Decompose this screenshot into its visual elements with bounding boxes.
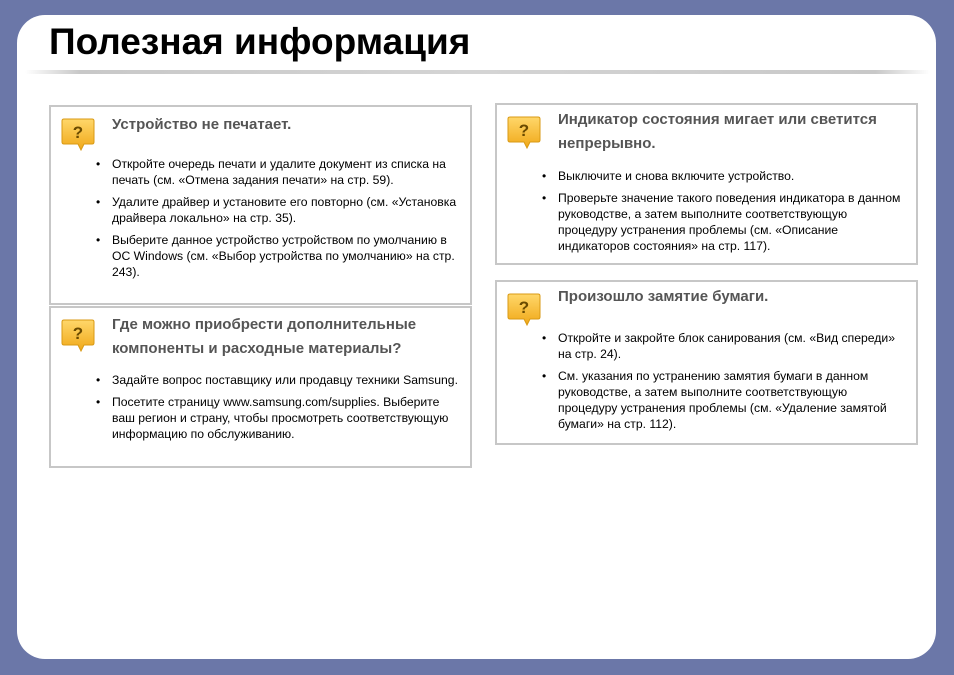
question-mark-speech-bubble-icon <box>60 317 96 353</box>
svg-text:?: ? <box>72 123 84 142</box>
list-item: • См. указания по устранению замятия бумаги в данном руководстве, а затем выполните соответствующую процедуру устранения проблемы (см. «Удаление замятой бумаги» на стр. 112). <box>558 368 906 432</box>
bullet-list <box>558 168 906 260</box>
info-box-printing <box>49 105 472 305</box>
info-box-supplies <box>49 306 472 468</box>
info-box-paper-jam <box>495 280 918 445</box>
page-title: Полезная информация <box>49 21 471 62</box>
list-item: • Посетите страницу www.samsung.com/supplies. Выберите ваш регион и страну, чтобы просмотреть соответствующую информацию по обслуживанию. <box>112 394 460 442</box>
box-heading: Устройство не печатает. <box>112 116 292 133</box>
svg-text:?: ? <box>518 298 530 317</box>
box-heading: Где можно приобрести дополнительные компоненты и расходные материалы? <box>112 316 417 357</box>
question-mark-speech-bubble-icon <box>506 114 542 150</box>
box-heading: Индикатор состояния мигает или светится непрерывно. <box>558 111 877 152</box>
bullet-list <box>112 156 460 286</box>
bullet-list <box>558 330 906 438</box>
svg-text:?: ? <box>518 121 530 140</box>
page-sheet <box>17 15 936 659</box>
question-mark-speech-bubble-icon <box>60 116 96 152</box>
list-item: • Откройте очередь печати и удалите документ из списка на печать (см. «Отмена задания печати» на стр. 59). <box>112 156 460 188</box>
svg-text:?: ? <box>72 324 84 343</box>
question-mark-speech-bubble-icon <box>506 291 542 327</box>
info-box-indicator <box>495 103 918 265</box>
list-item: • Выключите и снова включите устройство. <box>558 168 906 184</box>
title-divider <box>25 70 930 74</box>
box-heading: Произошло замятие бумаги. <box>558 288 769 305</box>
bullet-list <box>112 372 460 448</box>
list-item: • Удалите драйвер и установите его повторно (см. «Установка драйвера локально» на стр. 35). <box>112 194 460 226</box>
list-item: • Откройте и закройте блок санирования (см. «Вид спереди» на стр. 24). <box>558 330 906 362</box>
list-item: • Проверьте значение такого поведения индикатора в данном руководстве, а затем выполните соответствующую процедуру устранения проблемы (см. «Описание индикаторов состояния» на стр. 117). <box>558 190 906 254</box>
list-item: • Выберите данное устройство устройством по умолчанию в ОС Windows (см. «Выбор устройства по умолчанию» на стр. 243). <box>112 232 460 280</box>
list-item: • Задайте вопрос поставщику или продавцу техники Samsung. <box>112 372 460 388</box>
